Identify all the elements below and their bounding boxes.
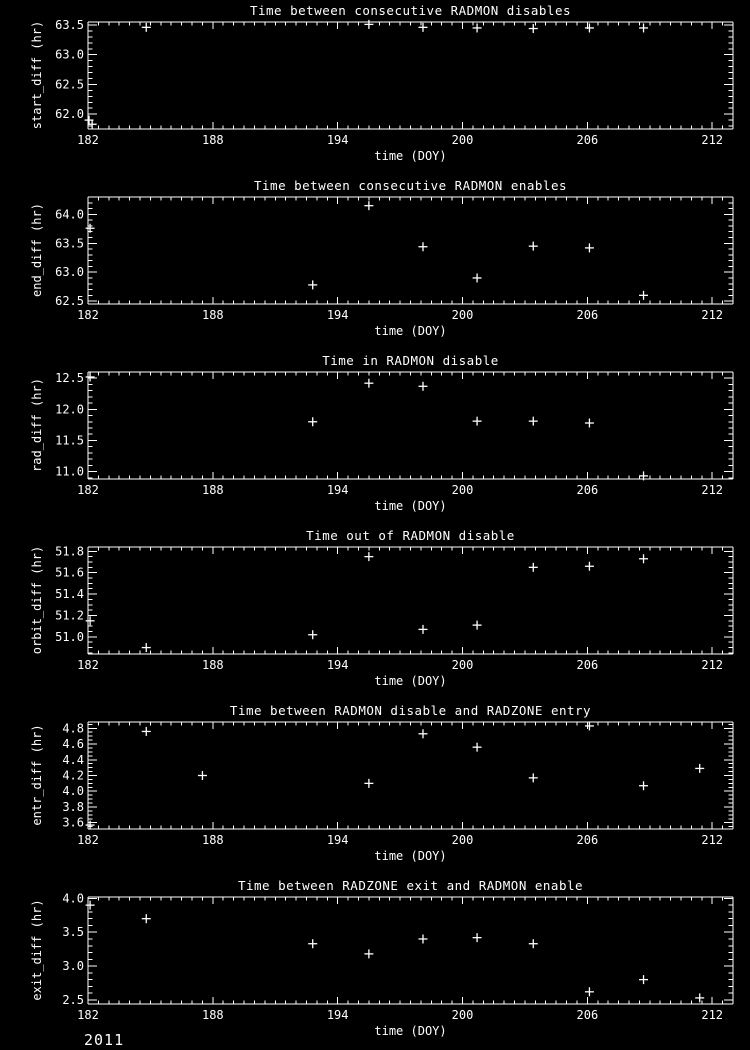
svg-text:3.8: 3.8 xyxy=(62,799,84,814)
svg-text:63.5: 63.5 xyxy=(55,236,84,251)
chart-panel-entr-diff xyxy=(0,700,750,875)
svg-text:212: 212 xyxy=(701,308,724,322)
svg-text:3.6: 3.6 xyxy=(62,815,84,830)
chart-panel-start-diff xyxy=(0,0,750,175)
svg-text:12.0: 12.0 xyxy=(55,402,84,417)
svg-text:206: 206 xyxy=(576,308,599,322)
svg-text:200: 200 xyxy=(451,1008,474,1022)
svg-text:188: 188 xyxy=(201,833,224,847)
svg-text:212: 212 xyxy=(701,658,724,672)
svg-text:3.5: 3.5 xyxy=(62,925,84,940)
svg-text:51.6: 51.6 xyxy=(55,565,84,580)
chart-title: Time between consecutive RADMON disables xyxy=(249,3,572,18)
chart-title: Time between RADMON disable and RADZONE entry xyxy=(229,703,592,718)
svg-text:182: 182 xyxy=(77,133,99,147)
svg-text:63.0: 63.0 xyxy=(55,265,84,280)
svg-text:182: 182 xyxy=(77,658,99,672)
svg-text:3.0: 3.0 xyxy=(62,959,84,974)
svg-text:200: 200 xyxy=(451,133,474,147)
chart-panel-rad-diff xyxy=(0,350,750,525)
chart-title: Time out of RADMON disable xyxy=(306,528,515,543)
svg-text:194: 194 xyxy=(326,658,349,672)
x-axis-label: time (DOY) xyxy=(374,674,447,688)
svg-text:63.5: 63.5 xyxy=(55,17,84,32)
svg-text:51.2: 51.2 xyxy=(55,608,84,623)
svg-text:188: 188 xyxy=(201,308,224,322)
x-axis-label: time (DOY) xyxy=(374,1024,447,1038)
svg-text:12.5: 12.5 xyxy=(55,371,84,386)
svg-text:4.8: 4.8 xyxy=(62,721,84,736)
svg-text:64.0: 64.0 xyxy=(55,207,84,222)
svg-text:200: 200 xyxy=(451,308,474,322)
svg-text:194: 194 xyxy=(326,308,349,322)
svg-text:200: 200 xyxy=(451,658,474,672)
svg-text:212: 212 xyxy=(701,133,724,147)
svg-text:182: 182 xyxy=(77,308,99,322)
svg-text:51.4: 51.4 xyxy=(55,587,84,602)
y-axis-label: entr_diff (hr) xyxy=(30,724,44,826)
svg-text:182: 182 xyxy=(77,1008,99,1022)
x-axis-label: time (DOY) xyxy=(374,149,447,163)
svg-text:212: 212 xyxy=(701,483,724,497)
svg-text:2.5: 2.5 xyxy=(62,992,84,1007)
chart-title: Time between consecutive RADMON enables xyxy=(254,178,567,193)
x-axis-label: time (DOY) xyxy=(374,849,447,863)
svg-text:188: 188 xyxy=(201,133,224,147)
svg-text:188: 188 xyxy=(201,1008,224,1022)
svg-text:4.4: 4.4 xyxy=(62,752,84,767)
svg-text:11.0: 11.0 xyxy=(55,464,84,479)
svg-text:194: 194 xyxy=(326,1008,349,1022)
svg-text:206: 206 xyxy=(576,483,599,497)
svg-text:62.0: 62.0 xyxy=(55,107,84,122)
svg-text:4.0: 4.0 xyxy=(62,891,84,906)
x-axis-label: time (DOY) xyxy=(374,324,447,338)
y-axis-label: rad_diff (hr) xyxy=(30,378,44,472)
year-label: 2011 xyxy=(84,1031,125,1049)
x-axis-label: time (DOY) xyxy=(374,499,447,513)
svg-text:4.2: 4.2 xyxy=(62,768,84,783)
svg-text:182: 182 xyxy=(77,833,99,847)
svg-text:200: 200 xyxy=(451,833,474,847)
svg-text:206: 206 xyxy=(576,1008,599,1022)
svg-text:11.5: 11.5 xyxy=(55,433,84,448)
y-axis-label: exit_diff (hr) xyxy=(30,899,44,1001)
svg-text:194: 194 xyxy=(326,483,349,497)
svg-text:62.5: 62.5 xyxy=(55,77,84,92)
y-axis-label: end_diff (hr) xyxy=(30,203,44,297)
svg-text:51.8: 51.8 xyxy=(55,544,84,559)
svg-text:212: 212 xyxy=(701,1008,724,1022)
y-axis-label: orbit_diff (hr) xyxy=(30,545,44,655)
svg-text:4.0: 4.0 xyxy=(62,784,84,799)
svg-text:63.0: 63.0 xyxy=(55,47,84,62)
svg-text:51.0: 51.0 xyxy=(55,629,84,644)
chart-title: Time between RADZONE exit and RADMON enable xyxy=(237,878,584,893)
svg-text:4.6: 4.6 xyxy=(62,737,84,752)
svg-text:188: 188 xyxy=(201,658,224,672)
chart-panel-exit-diff xyxy=(0,875,750,1050)
svg-text:182: 182 xyxy=(77,483,99,497)
chart-title: Time in RADMON disable xyxy=(322,353,499,368)
svg-text:194: 194 xyxy=(326,133,349,147)
chart-panel-end-diff xyxy=(0,175,750,350)
svg-text:206: 206 xyxy=(576,133,599,147)
svg-text:62.5: 62.5 xyxy=(55,294,84,309)
y-axis-label: start_diff (hr) xyxy=(30,20,44,130)
svg-text:194: 194 xyxy=(326,833,349,847)
chart-panel-orbit-diff xyxy=(0,525,750,700)
svg-text:200: 200 xyxy=(451,483,474,497)
svg-text:206: 206 xyxy=(576,658,599,672)
svg-text:206: 206 xyxy=(576,833,599,847)
svg-text:188: 188 xyxy=(201,483,224,497)
svg-text:212: 212 xyxy=(701,833,724,847)
